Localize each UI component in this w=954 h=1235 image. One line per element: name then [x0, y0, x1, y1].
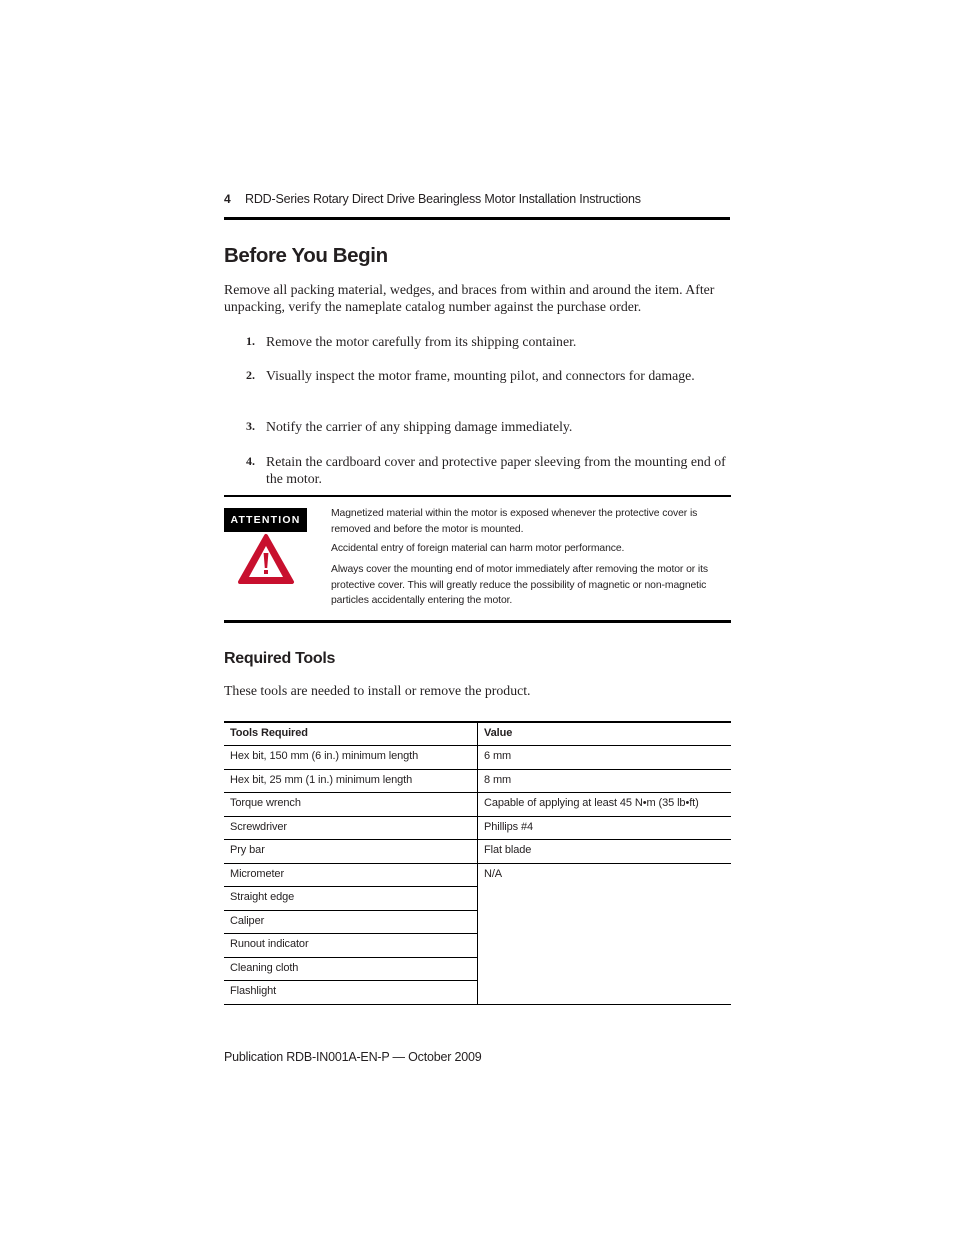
- tool-cell: Hex bit, 25 mm (1 in.) minimum length: [224, 769, 478, 793]
- document-title: RDD-Series Rotary Direct Drive Bearingless Motor Installation Instructions: [245, 192, 641, 206]
- table-row: [224, 793, 731, 817]
- step-number: 3.: [246, 419, 255, 433]
- attention-label: ATTENTION: [224, 508, 307, 532]
- tool-cell: Caliper: [224, 910, 478, 934]
- tool-cell: Hex bit, 150 mm (6 in.) minimum length: [224, 746, 478, 770]
- page-header: [224, 191, 730, 220]
- tool-cell: Flashlight: [224, 981, 478, 1005]
- value-cell: Phillips #4: [478, 816, 732, 840]
- attention-paragraph: Always cover the mounting end of motor immediately after removing the motor or its protective cover. This will greatly reduce the possibility of magnetic or non-magnetic particles accidentally entering the motor.: [331, 564, 708, 606]
- step-text: Notify the carrier of any shipping damage immediately.: [266, 419, 573, 434]
- tools-intro: These tools are needed to install or remove the product.: [224, 683, 531, 698]
- column-header-tools: Tools Required: [224, 722, 478, 746]
- value-cell-merged: N/A: [478, 863, 732, 1004]
- column-header-value: Value: [478, 722, 732, 746]
- table-row: [224, 769, 731, 793]
- section-heading-required-tools: Required Tools: [224, 650, 336, 667]
- tool-cell: Screwdriver: [224, 816, 478, 840]
- table-row: [224, 816, 731, 840]
- attention-top-rule: [224, 495, 731, 497]
- step-number: 2.: [246, 368, 255, 382]
- table-row: [224, 746, 731, 770]
- attention-bottom-rule: [224, 620, 731, 623]
- step-text: Remove the motor carefully from its shipping container.: [266, 334, 577, 349]
- section-intro: Remove all packing material, wedges, and braces from within and around the item. After unpacking, verify the nameplate catalog number against the purchase order.: [224, 282, 715, 314]
- publication-footer: Publication RDB-IN001A-EN-P — October 2009: [224, 1050, 482, 1064]
- step-number: 4.: [246, 454, 255, 468]
- tools-table: [224, 721, 731, 1005]
- value-cell: 6 mm: [478, 746, 732, 770]
- page-number: 4: [224, 192, 231, 206]
- step-number: 1.: [246, 334, 255, 348]
- table-row: [224, 840, 731, 864]
- step-text: Visually inspect the motor frame, mounting pilot, and connectors for damage.: [266, 368, 695, 383]
- tool-cell: Pry bar: [224, 840, 478, 864]
- tool-cell: Micrometer: [224, 863, 478, 887]
- tool-cell: Torque wrench: [224, 793, 478, 817]
- table-header-row: [224, 722, 731, 746]
- warning-triangle-icon: [237, 533, 295, 585]
- table-row: [224, 863, 731, 887]
- attention-paragraph: Magnetized material within the motor is exposed whenever the protective cover is removed and before the motor is mounted.: [331, 508, 698, 535]
- attention-paragraph: Accidental entry of foreign material can harm motor performance.: [331, 543, 625, 554]
- step-text: Retain the cardboard cover and protective paper sleeving from the mounting end of the motor.: [266, 454, 726, 486]
- value-cell: 8 mm: [478, 769, 732, 793]
- tool-cell: Cleaning cloth: [224, 957, 478, 981]
- value-cell: Flat blade: [478, 840, 732, 864]
- section-heading-before-you-begin: Before You Begin: [224, 244, 388, 267]
- value-cell: Capable of applying at least 45 N•m (35 lb•ft): [478, 793, 732, 817]
- tool-cell: Straight edge: [224, 887, 478, 911]
- tool-cell: Runout indicator: [224, 934, 478, 958]
